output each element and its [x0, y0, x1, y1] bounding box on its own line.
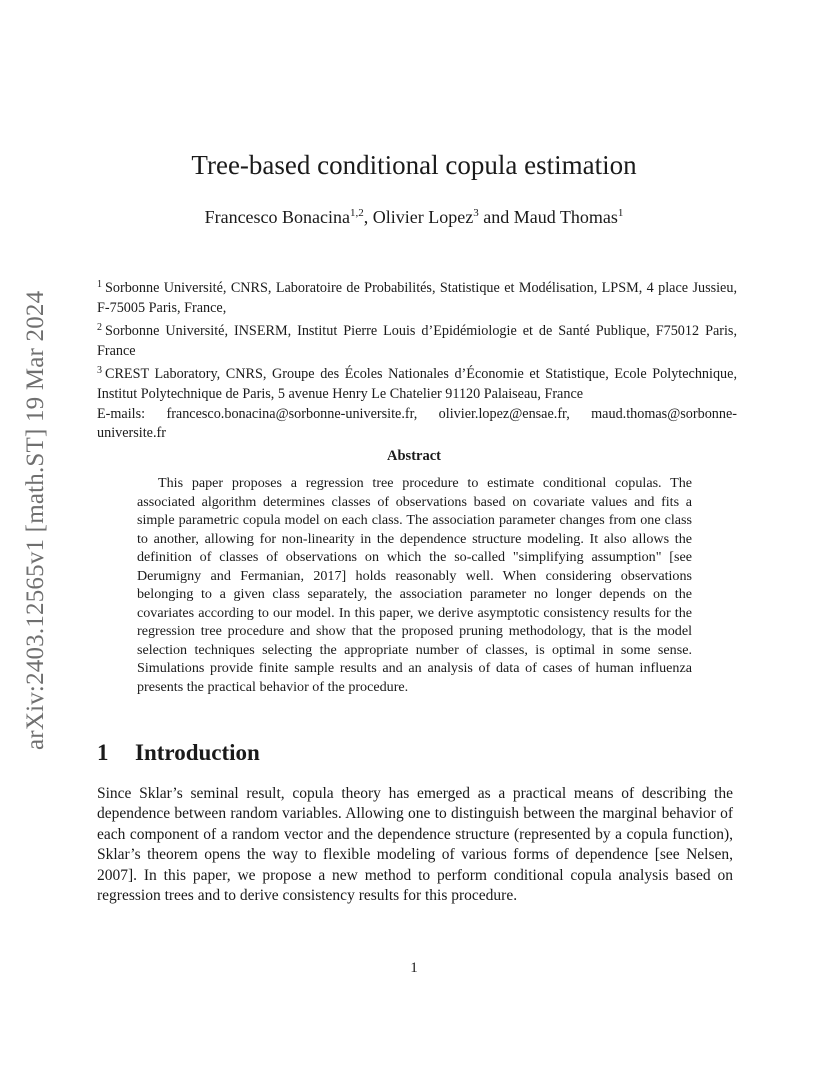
author-separator: and	[478, 207, 514, 227]
page-number: 1	[410, 960, 418, 976]
abstract-heading: Abstract	[387, 448, 441, 464]
affiliations-block	[97, 275, 737, 444]
author-affiliation-mark: 3	[473, 207, 479, 219]
affiliation-mark: 2	[97, 322, 102, 334]
affiliation-mark: 3	[97, 365, 102, 377]
author-affiliation-mark: 1	[617, 207, 624, 219]
affiliation-text: Sorbonne Université, CNRS, Laboratoire de Probabilités, Statistique et Modélisation, LPSM, 4 place Jussieu, F-75005 Paris, France,	[97, 280, 737, 316]
author-emails: E-mails: francesco.bonacina@sorbonne-universite.fr, olivier.lopez@ensae.fr, maud.thomas@sorbonne-universite.fr	[97, 405, 737, 442]
paper-title: Tree-based conditional copula estimation	[191, 150, 637, 180]
author-affiliation-mark: 1,2	[350, 207, 364, 219]
section-heading	[97, 740, 260, 766]
arxiv-identifier-stamp: arXiv:2403.12565v1 [math.ST] 19 Mar 2024	[22, 290, 49, 751]
affiliation-item	[97, 275, 737, 318]
author-name: Francesco Bonacina	[204, 207, 351, 227]
affiliation-item	[97, 361, 737, 404]
affiliation-text: Sorbonne Université, INSERM, Institut Pierre Louis d’Epidémiologie et de Santé Publique, F75012 Paris, France	[97, 323, 737, 359]
section-title: Introduction	[135, 740, 260, 765]
section-number: 1	[97, 740, 109, 765]
affiliation-text: CREST Laboratory, CNRS, Groupe des Écoles Nationales d’Économie et Statistique, Ecole Polytechnique, Institut Polytechnique de Paris, 5 avenue Henry Le Chatelier 91120 Palaiseau, France	[97, 366, 737, 402]
affiliation-mark: 1	[97, 279, 102, 290]
affiliation-item	[97, 318, 737, 361]
author-name: Maud Thomas	[513, 207, 618, 227]
author-list	[0, 207, 828, 228]
abstract-text: This paper proposes a regression tree procedure to estimate conditional copulas. The associated algorithm determines classes of observations based on covariate values and fits a simple parametric copula model on each class. The association parameter changes from one class to another, allowing for non-linearity in the dependence structure modeling. It also allows the definition of classes of observations on which the so-called "simplifying assumption" [see Derumigny and Fermanian, 2017] holds reasonably well. When considering observations belonging to a given class separately, the association parameter no longer depends on the covariates according to our model. In this paper, we derive asymptotic consistency results for the regression tree procedure and show that the proposed pruning methodology, that is the model selection techniques selecting the appropriate number of classes, is optimal in some sense. Simulations provide finite sample results and an analysis of data of cases of human influenza presents the practical behavior of the procedure.	[137, 475, 692, 695]
author-name: Olivier Lopez	[372, 207, 474, 227]
introduction-paragraph: Since Sklar’s seminal result, copula theory has emerged as a practical means of describing the dependence between random variables. Allowing one to distinguish between the marginal behavior of each component of a random vector and the dependence structure (represented by a copula function), Sklar’s theorem opens the way to flexible modeling of various forms of dependence [see Nelsen, 2007]. In this paper, we propose a new method to perform conditional copula analysis based on regression trees and to derive consistency results for this procedure.	[97, 785, 733, 905]
author-separator: ,	[363, 207, 373, 227]
